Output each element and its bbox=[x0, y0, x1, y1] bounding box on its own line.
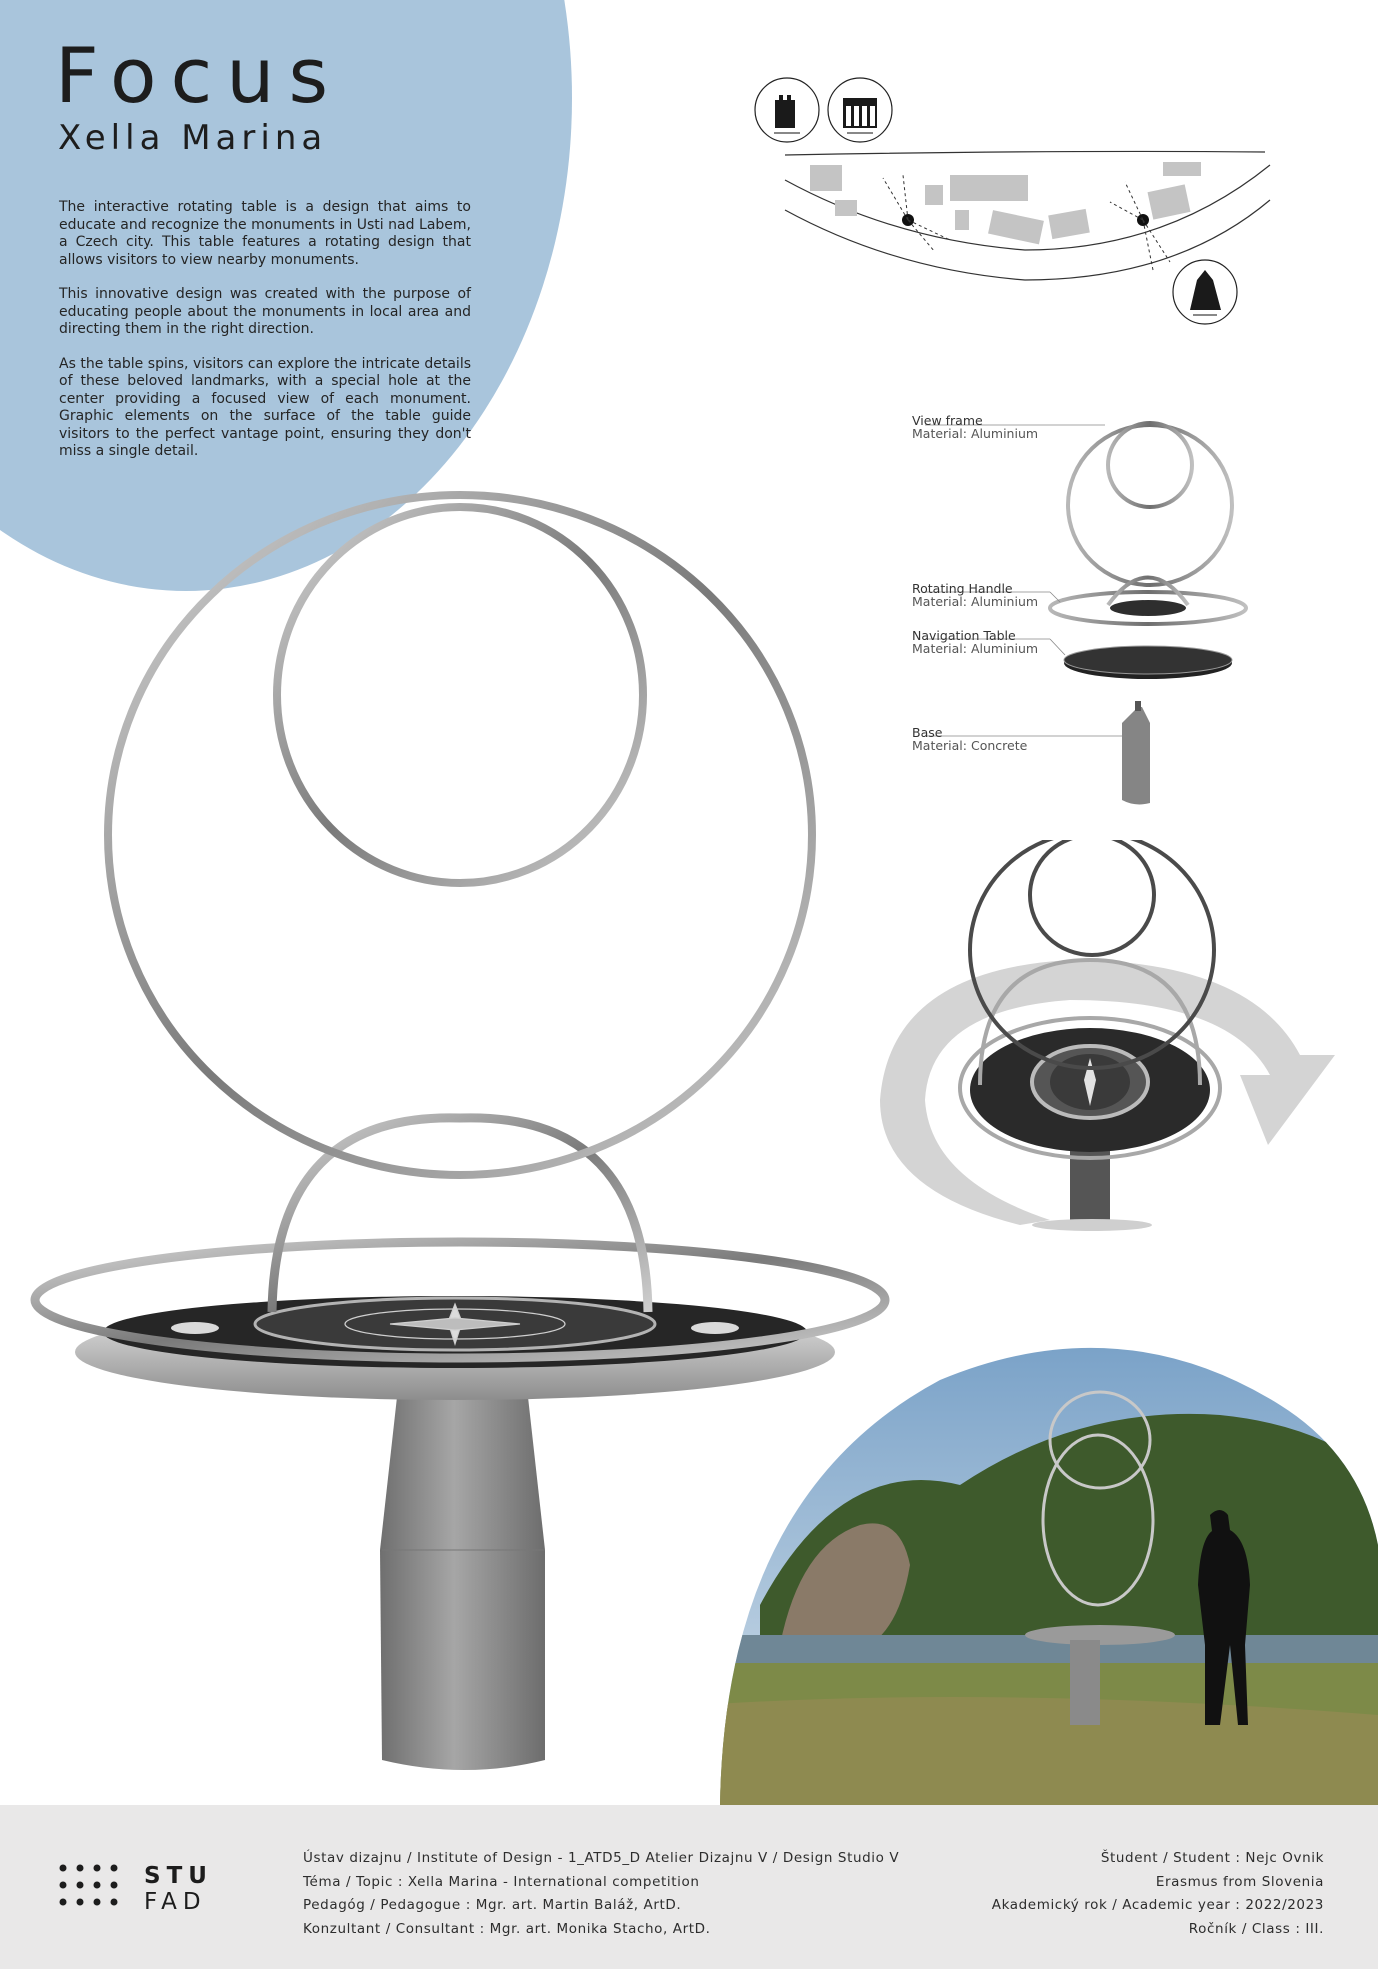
component-name: Base bbox=[912, 725, 943, 740]
base-part bbox=[1122, 701, 1150, 804]
castle-icon bbox=[755, 78, 819, 142]
page-subtitle: Xella Marina bbox=[58, 118, 328, 158]
component-name: Rotating Handle bbox=[912, 581, 1013, 596]
view-frame-outer bbox=[108, 495, 812, 1175]
exploded-view bbox=[900, 405, 1280, 835]
component-name: View frame bbox=[912, 413, 983, 428]
footer-line: Erasmus from Slovenia bbox=[1155, 1873, 1324, 1890]
footer-institute-info bbox=[303, 1847, 899, 1941]
landmark-icon bbox=[1173, 260, 1237, 324]
concrete-base bbox=[380, 1370, 545, 1770]
building-icon bbox=[828, 78, 892, 142]
footer-line: Téma / Topic : Xella Marina - International competition bbox=[303, 1873, 700, 1890]
component-material: Material: Concrete bbox=[912, 738, 1028, 753]
component-material: Material: Aluminium bbox=[912, 426, 1039, 441]
logo-dots-icon bbox=[58, 1863, 128, 1915]
rotation-render bbox=[870, 840, 1340, 1260]
site-map bbox=[745, 70, 1275, 330]
component-label-rotating-handle bbox=[912, 582, 1038, 608]
description bbox=[59, 199, 471, 478]
component-material: Material: Aluminium bbox=[912, 594, 1039, 609]
description-paragraph: As the table spins, visitors can explore the intricate details of these beloved landmarks, with a special hole at the center providing a focused view of each monument. Graphic elements on the surface of the table guide visitors to the perfect vantage point, ensuring they don't miss a single detail. bbox=[59, 355, 471, 459]
description-paragraph: The interactive rotating table is a design that aims to educate and recognize the monuments in Usti nad Labem, a Czech city. This table features a rotating design that allows visitors to view nearby monuments. bbox=[59, 199, 471, 268]
component-label-view-frame bbox=[912, 414, 1038, 440]
context-photo bbox=[700, 1345, 1378, 1805]
footer-line: Konzultant / Consultant : Mgr. art. Monika Stacho, ArtD. bbox=[303, 1920, 711, 1937]
view-frame-inner bbox=[277, 507, 643, 883]
logo-stu: STU bbox=[144, 1863, 213, 1889]
page-title: Focus bbox=[55, 31, 343, 120]
component-material: Material: Aluminium bbox=[912, 641, 1039, 656]
component-name: Navigation Table bbox=[912, 628, 1016, 643]
footer-line: Ročník / Class : III. bbox=[1188, 1920, 1324, 1937]
component-label-base bbox=[912, 726, 1027, 752]
view-frame-part bbox=[1068, 423, 1232, 585]
logo-fad: FAD bbox=[144, 1889, 207, 1915]
footer-student-info bbox=[992, 1847, 1324, 1941]
footer-line: Ústav dizajnu / Institute of Design - 1_ATD5_D Atelier Dizajnu V / Design Studio V bbox=[303, 1850, 900, 1866]
footer-line: Pedagóg / Pedagogue : Mgr. art. Martin Baláž, ArtD. bbox=[303, 1897, 682, 1913]
footer-line: Študent / Student : Nejc Ovnik bbox=[1100, 1850, 1324, 1866]
navigation-table-part bbox=[1064, 646, 1232, 679]
description-paragraph: This innovative design was created with the purpose of educating people about the monuments in local area and directing them in the right direction. bbox=[59, 286, 471, 337]
footer-line: Akademický rok / Academic year : 2022/2023 bbox=[991, 1897, 1324, 1913]
component-label-navigation-table bbox=[912, 629, 1038, 655]
